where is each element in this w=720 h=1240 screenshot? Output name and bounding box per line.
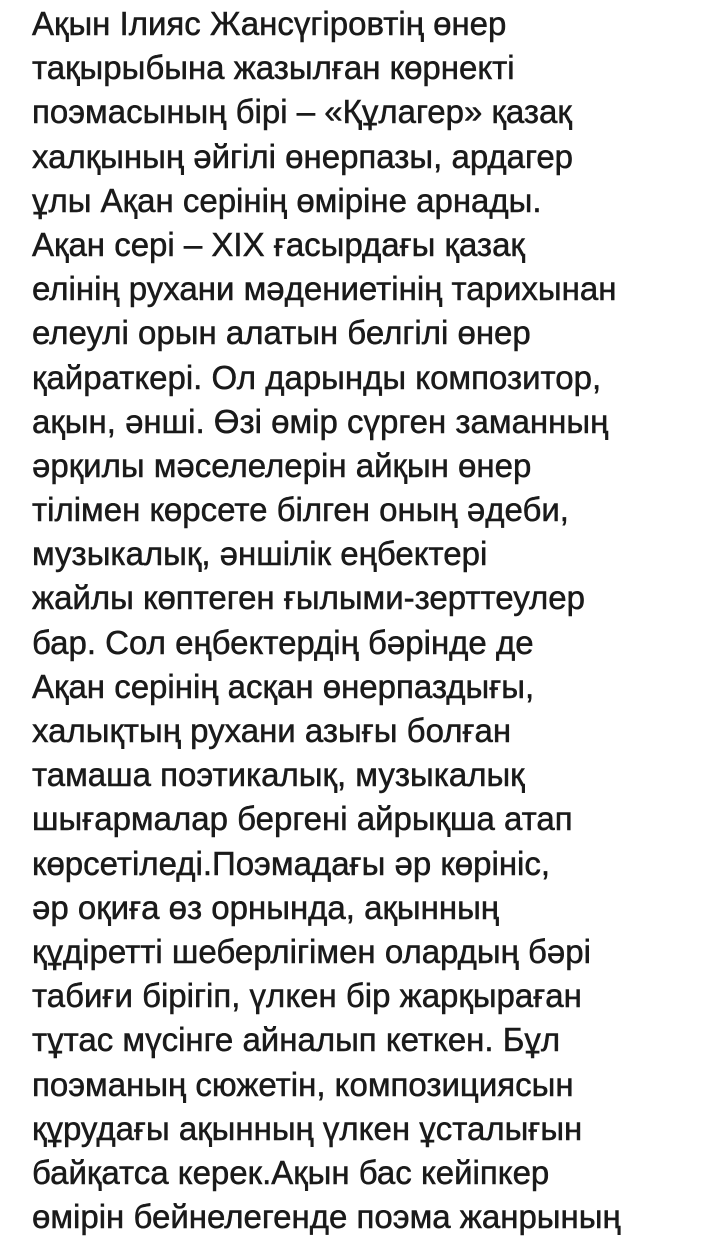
text-line: ақын, әнші. Өзі өмір сүрген заманның <box>32 402 609 440</box>
text-line: тілімен көрсете білген оның әдеби, <box>32 491 569 529</box>
text-line: табиғи бірігіп, үлкен бір жарқыраған <box>32 977 582 1015</box>
text-line: Ақын Ілияс Жансүгіровтің өнер <box>32 5 507 42</box>
text-line: халқының әйгілі өнерпазы, ардагер <box>32 137 574 175</box>
text-line: тамаша поэтикалық, музыкалық <box>32 756 525 794</box>
text-line: бар. Сол еңбектердің бәрінде де <box>32 623 534 661</box>
text-line: көрсетіледі.Поэмадағы әр көрініс, <box>32 844 551 882</box>
text-line: құдіретті шеберлігімен олардың бәрі <box>32 932 591 970</box>
text-line: елеулі орын алатын белгілі өнер <box>32 314 531 352</box>
text-line: әрқилы мәселелерін айқын өнер <box>32 446 532 484</box>
text-line: құрудағы ақынның үлкен ұсталығын <box>32 1109 583 1147</box>
text-line: жайлы көптеген ғылыми-зерттеулер <box>32 579 585 617</box>
text-line: байқатса керек.Ақын бас кейіпкер <box>32 1153 550 1191</box>
text-line: музыкалық, әншілік еңбектері <box>32 535 488 573</box>
text-line: өмірін бейнелегенде поэма жанрының <box>32 1198 621 1236</box>
text-line: елінің рухани мәдениетінің тарихынан <box>32 270 617 308</box>
text-line: тұтас мүсінге айналып кеткен. Бұл <box>32 1021 561 1059</box>
text-line: әр оқиға өз орнында, ақынның <box>32 888 500 926</box>
essay-text <box>32 2 712 1239</box>
text-line: Ақан сері – XIX ғасырдағы қазақ <box>32 225 525 263</box>
text-line: ұлы Ақан серінің өміріне арнады. <box>32 181 542 219</box>
text-line: тақырыбына жазылған көрнекті <box>32 49 515 87</box>
text-line: халықтың рухани азығы болған <box>32 712 512 749</box>
text-line: қайраткері. Ол дарынды композитор, <box>32 358 602 396</box>
text-line: поэманың сюжетін, композициясын <box>32 1065 574 1103</box>
text-line: шығармалар бергені айрықша атап <box>32 800 573 838</box>
text-line: поэмасының бірі – «Құлагер» қазақ <box>32 93 572 131</box>
text-line: Ақан серінің асқан өнерпаздығы, <box>32 667 535 705</box>
